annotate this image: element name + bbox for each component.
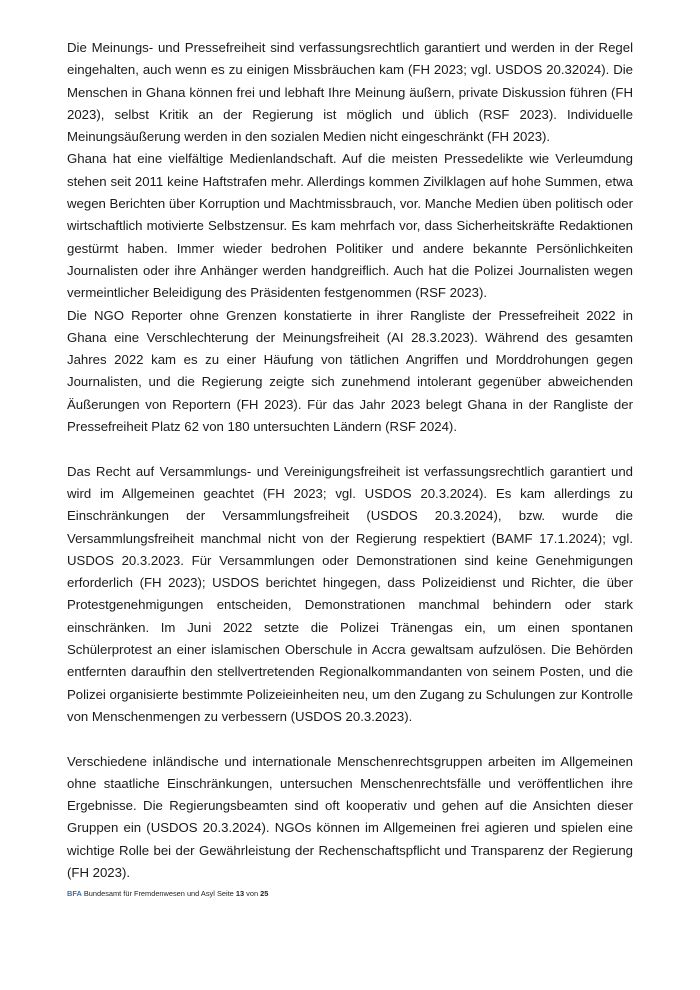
footer-of: von (246, 889, 259, 898)
bfa-logo-text: BFA (67, 889, 82, 898)
paragraph: Verschiedene inländische und internationale Menschenrechtsgruppen arbeiten im Allgemeinen ohne staatliche Einschränkungen, untersuchen Menschenrechtsfälle und veröffentlichen ihre Ergebnisse. Die Regierungsbeamten sind oft kooperativ und gehen auf die Ansichten dieser Gruppen ein (USDOS 20.3.2024). NGOs können im Allgemeinen frei agieren und spielen eine wichtige Rolle bei der Gewährleistung der Rechenschaftspflicht und Transparenz der Regierung (FH 2023). (67, 753, 633, 880)
paragraph: Das Recht auf Versammlungs- und Vereinigungsfreiheit ist verfassungsrechtlich garantiert und wird im Allgemeinen geachtet (FH 2023; vgl. USDOS 20.3.2024). Es kam allerdings zu Einschränkungen der Versammlungsfreiheit (USDOS 20.3.2024), bzw. wurde die Versammlungsfreiheit manchmal nicht von der Regierung respektiert (BAMF 17.1.2024); vgl. USDOS 20.3.2023. Für Versammlungen oder Demonstrationen sind keine Genehmigungen erforderlich (FH 2023); USDOS berichtet hingegen, dass Polizeidienst und Richter, die über Protestgenehmigungen entscheiden, Demonstrationen manchmal behindern oder stark einschränken. Im Juni 2022 setzte die Polizei Tränengas ein, um einen spontanen Schülerprotest an einer islamischen Oberschule in Accra gewaltsam aufzulösen. Die Behörden entfernten daraufhin den stellvertretenden Regionalkommandanten von seinem Posten, und die Polizei organisierte bestimmte Polizeieinheiten neu, um den Zugang zu Schulungen zur Kontrolle von Menschenmengen zu verbessern (USDOS 20.3.2023). (67, 463, 633, 724)
section-assembly-freedom (67, 461, 633, 729)
page-footer (67, 889, 268, 898)
document-body (67, 37, 633, 884)
footer-text: Bundesamt für Fremdenwesen und Asyl Seite (83, 889, 234, 898)
paragraph: Die Meinungs- und Pressefreiheit sind verfassungsrechtlich garantiert und werden in der Regel eingehalten, auch wenn es zu einigen Missbräuchen kam (FH 2023; vgl. USDOS 20.32024). Die Menschen in Ghana können frei und lebhaft Ihre Meinung äußern, private Diskussion führen (FH 2023), selbst Kritik an der Regierung ist möglich und üblich (RSF 2023). Individuelle Meinungsäußerung werden in den sozialen Medien nicht eingeschränkt (FH 2023). (67, 40, 633, 145)
section-human-rights-groups (67, 751, 633, 885)
section-press-freedom (67, 37, 633, 438)
page-number: 13 (235, 889, 245, 898)
paragraph: Die NGO Reporter ohne Grenzen konstatierte in ihrer Rangliste der Pressefreiheit 2022 in Ghana eine Verschlechterung der Meinungsfreiheit (AI 28.3.2023). Während des gesamten Jahres 2022 kam es zu einer Häufung von tätlichen Angriffen und Morddrohungen gegen Journalisten, und die Regierung zeigte sich zunehmend intolerant gegenüber abweichenden Äußerungen von Reportern (FH 2023). Für das Jahr 2023 belegt Ghana in der Rangliste der Pressefreiheit Platz 62 von 180 untersuchten Ländern (RSF 2024). (67, 307, 633, 435)
paragraph: Ghana hat eine vielfältige Medienlandschaft. Auf die meisten Pressedelikte wie Verleumdung stehen seit 2011 keine Haftstrafen mehr. Allerdings kommen Zivilklagen auf hohe Summen, etwa wegen Berichten über Korruption und Machtmissbrauch, vor. Manche Medien üben politisch oder wirtschaftlich motivierte Selbstzensur. Es kam mehrfach vor, dass Sicherheitskräfte Redaktionen gestürmt haben. Immer wieder bedrohen Politiker und andere bekannte Persönlichkeiten Journalisten oder ihre Anhänger werden handgreiflich. Auch hat die Polizei Journalisten wegen vermeintlicher Beleidigung des Präsidenten festgenommen (RSF 2023). (67, 151, 633, 301)
page-total: 25 (260, 889, 269, 898)
